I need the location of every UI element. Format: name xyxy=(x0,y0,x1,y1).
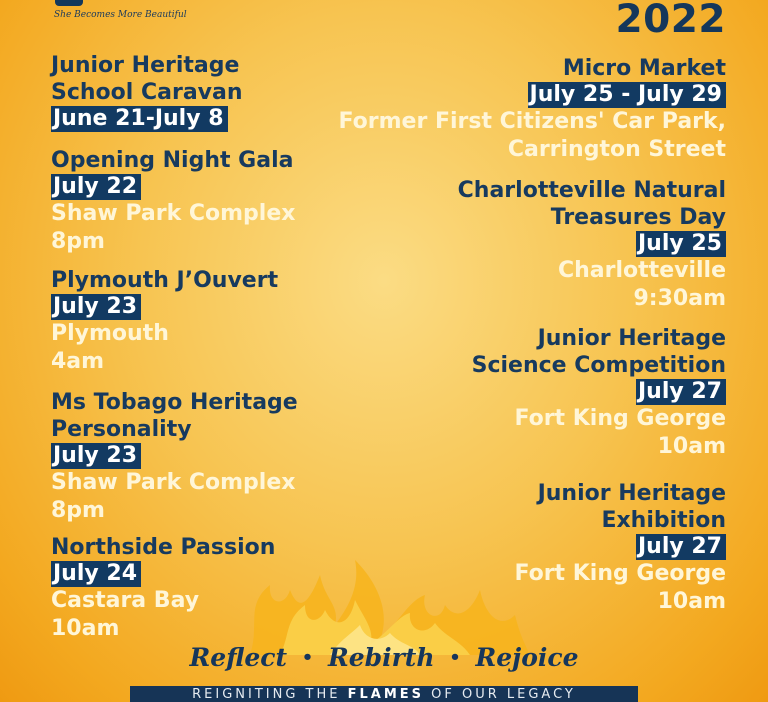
event-title-line2: Personality xyxy=(51,417,192,442)
banner-text-end: OF OUR LEGACY xyxy=(424,687,576,702)
event-date: July 25 - July 29 xyxy=(528,82,726,108)
event-date: June 21-July 8 xyxy=(51,106,228,132)
event-opening-night-gala xyxy=(51,147,295,256)
event-time: 4am xyxy=(51,349,105,374)
event-title: Junior Heritage xyxy=(537,326,726,351)
slogan xyxy=(0,643,768,672)
festival-logo xyxy=(55,0,83,6)
event-ms-tobago-heritage xyxy=(51,389,298,525)
event-venue: Charlotteville xyxy=(558,258,726,283)
event-title: Plymouth J’Ouvert xyxy=(51,268,279,293)
slogan-reflect: Reflect xyxy=(189,643,288,672)
event-date: July 23 xyxy=(51,443,141,469)
event-title-line2: School Caravan xyxy=(51,80,243,105)
flames-illustration xyxy=(240,545,530,655)
event-title: Ms Tobago Heritage xyxy=(51,390,298,415)
tagline: She Becomes More Beautiful xyxy=(54,10,187,20)
slogan-separator: • xyxy=(449,647,461,668)
event-title: Micro Market xyxy=(562,56,726,81)
event-venue: Fort King George xyxy=(514,561,726,586)
event-time: 10am xyxy=(657,434,726,459)
event-venue: Former First Citizens' Car Park, xyxy=(338,109,726,134)
event-date: July 22 xyxy=(51,174,141,200)
event-date: July 24 xyxy=(51,561,141,587)
event-venue: Shaw Park Complex xyxy=(51,470,296,495)
event-plymouth-jouvert xyxy=(51,267,278,376)
event-junior-heritage-science xyxy=(472,325,726,461)
event-time: 8pm xyxy=(51,229,105,254)
banner-text-start: REIGNITING THE xyxy=(192,687,348,702)
event-title: Opening Night Gala xyxy=(51,148,294,173)
event-junior-heritage-exhibition xyxy=(514,480,726,616)
banner-text-flames: FLAMES xyxy=(347,687,424,702)
event-junior-heritage-caravan xyxy=(51,52,243,132)
year-heading: 2022 xyxy=(615,0,726,42)
event-title-line2: Science Competition xyxy=(471,353,726,378)
event-venue: Plymouth xyxy=(51,321,169,346)
event-time: 10am xyxy=(657,589,726,614)
event-venue: Castara Bay xyxy=(51,588,200,613)
event-venue: Fort King George xyxy=(514,406,726,431)
event-title-line2: Treasures Day xyxy=(550,205,726,230)
event-time: 8pm xyxy=(51,498,105,523)
event-title-line2: Exhibition xyxy=(601,508,726,533)
event-date: July 27 xyxy=(636,379,726,405)
legacy-banner xyxy=(130,686,638,702)
slogan-rebirth: Rebirth xyxy=(327,643,435,672)
slogan-rejoice: Rejoice xyxy=(475,643,579,672)
event-time: 9:30am xyxy=(633,286,726,311)
event-date: July 25 xyxy=(636,231,726,257)
event-title: Charlotteville Natural xyxy=(457,178,726,203)
event-date: July 27 xyxy=(636,534,726,560)
event-title: Junior Heritage xyxy=(537,481,726,506)
event-title: Northside Passion xyxy=(51,535,276,560)
slogan-separator: • xyxy=(301,647,314,668)
event-title: Junior Heritage xyxy=(51,53,240,78)
event-venue-line2: Carrington Street xyxy=(507,137,726,162)
event-venue: Shaw Park Complex xyxy=(51,201,296,226)
event-micro-market xyxy=(339,55,726,164)
event-charlotteville-treasures xyxy=(458,177,726,313)
event-date: July 23 xyxy=(51,294,141,320)
event-time: 10am xyxy=(51,616,120,641)
